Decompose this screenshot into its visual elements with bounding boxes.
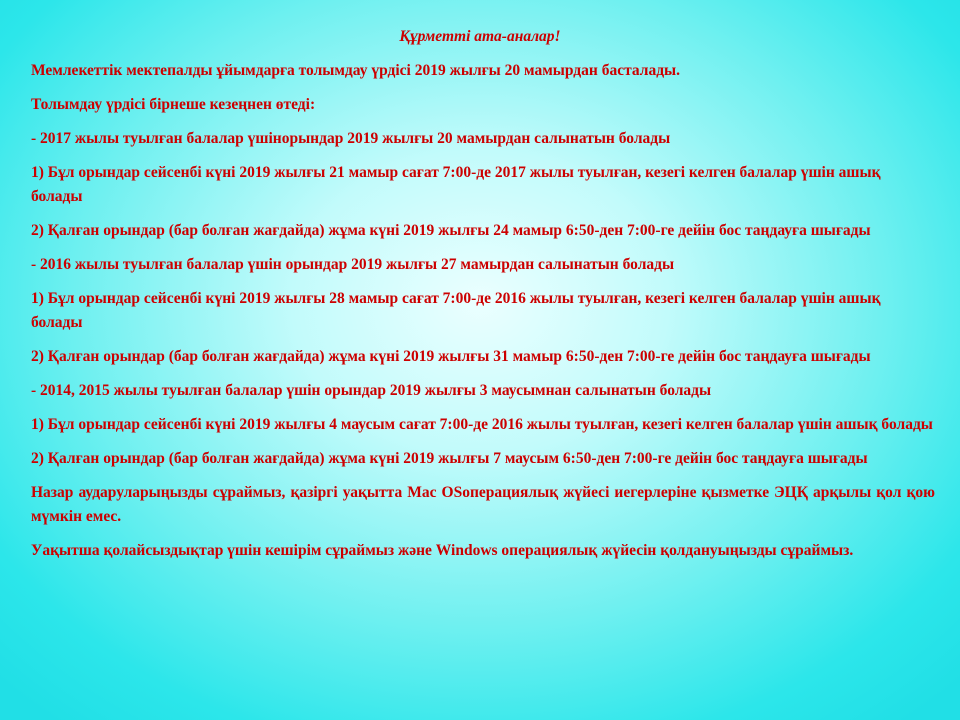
stage-2016-step-1: 1) Бұл орындар сейсенбі күні 2019 жылғы 28 мамыр сағат 7:00-де 2016 жылы туылған, кезегі келген балалар үшін ашық болады	[31, 290, 881, 331]
announcement-slide	[31, 25, 935, 573]
enrollment-start-paragraph: Мемлекеттік мектепалды ұйымдарға толымдау үрдісі 2019 жылғы 20 мамырдан басталады.	[31, 62, 681, 79]
stage-2014-2015-step-1: 1) Бұл орындар сейсенбі күні 2019 жылғы 4 маусым сағат 7:00-де 2016 жылы туылған, кезегі келген балалар үшін ашық болады	[31, 416, 933, 433]
greeting-title: Құрметті ата-аналар!	[399, 28, 561, 45]
stage-2014-2015-heading: - 2014, 2015 жылы туылған балалар үшін орындар 2019 жылғы 3 маусымнан салынатын болады	[31, 382, 712, 399]
stage-2014-2015-step-2: 2) Қалған орындар (бар болған жағдайда) жұма күні 2019 жылғы 7 маусым 6:50-ден 7:00-ге дейін бос таңдауға шығады	[31, 450, 868, 467]
stage-2016-heading: - 2016 жылы туылған балалар үшін орындар 2019 жылғы 27 мамырдан салынатын болады	[31, 256, 675, 273]
apology-paragraph: Уақытша қолайсыздықтар үшін кешірім сұраймыз және Windows операциялық жүйесін қолдануыңызды сұраймыз.	[31, 542, 854, 559]
stages-intro-paragraph: Толымдау үрдісі бірнеше кезеңнен өтеді:	[31, 96, 316, 113]
stage-2017-heading: - 2017 жылы туылған балалар үшінорындар 2019 жылғы 20 мамырдан салынатын болады	[31, 130, 671, 147]
mac-os-notice-paragraph: Назар аударуларыңызды сұраймыз, қазіргі уақытта Mac OSоперациялық жүйесі иегерлеріне қызметке ЭЦҚ арқылы қол қою мүмкін емес.	[31, 484, 935, 525]
stage-2017-step-2: 2) Қалған орындар (бар болған жағдайда) жұма күні 2019 жылғы 24 мамыр 6:50-ден 7:00-ге дейін бос таңдауға шығады	[31, 222, 871, 239]
stage-2016-step-2: 2) Қалған орындар (бар болған жағдайда) жұма күні 2019 жылғы 31 мамыр 6:50-ден 7:00-ге дейін бос таңдауға шығады	[31, 348, 871, 365]
stage-2017-step-1: 1) Бұл орындар сейсенбі күні 2019 жылғы 21 мамыр сағат 7:00-де 2017 жылы туылған, кезегі келген балалар үшін ашық болады	[31, 164, 881, 205]
